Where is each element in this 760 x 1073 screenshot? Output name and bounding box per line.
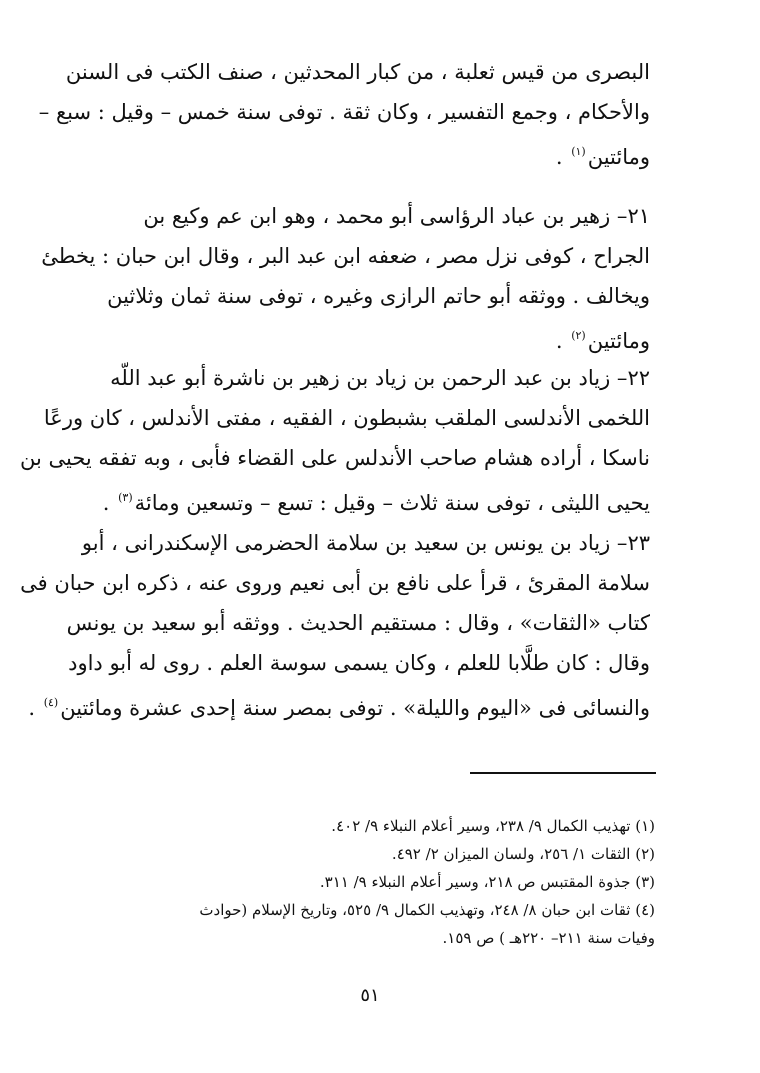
entry-line: ٢٣– زياد بن يونس بن سعيد بن سلامة الحضرمى الإسكندرانى ، أبو (81, 531, 650, 555)
entry-22 (20, 358, 650, 518)
footnote: (٢) الثقات ١/ ٢٥٦، ولسان الميزان ٢/ ٤٩٢. (391, 845, 655, 863)
footnote: وفيات سنة ٢١١– ٢٢٠هـ ) ص ١٥٩. (442, 929, 655, 947)
entry-line: الجراح ، كوفى نزل مصر ، ضعفه ابن عبد البر ، وقال ابن حبان : يخطئ (41, 244, 650, 268)
entry-continuation (38, 52, 650, 172)
entry-line: البصرى من قيس ثعلبة ، من كبار المحدثين ، صنف الكتب فى السنن (65, 60, 650, 84)
end-punctuation: . (28, 696, 35, 720)
entry-23 (20, 523, 650, 723)
entry-line-text: ومائتين (587, 145, 650, 169)
entry-line: اللخمى الأندلسى الملقب بشبطون ، الفقيه ، مفتى الأندلس ، كان ورعًا (43, 406, 650, 430)
entry-last-line (110, 132, 650, 172)
footnote: (٤) ثقات ابن حبان ٨/ ٢٤٨، وتهذيب الكمال ٩/ ٥٢٥، وتاريخ الإسلام (حوادث (199, 901, 655, 919)
footnote: (٣) جذوة المقتبس ص ٢١٨، وسير أعلام النبلاء ٩/ ٣١١. (319, 873, 655, 891)
entry-line: كتاب «الثقات» ، وقال : مستقيم الحديث . ووثقه أبو سعيد بن يونس (66, 611, 650, 635)
end-punctuation: . (555, 329, 563, 353)
entry-line: ٢٢– زياد بن عبد الرحمن بن زياد بن زهير بن ناشرة أبو عبد اللّه (110, 366, 650, 390)
entry-21 (41, 196, 650, 356)
entry-line: ناسكا ، أراده هشام صاحب الأندلس على القضاء فأبى ، وبه تفقه يحيى بن (20, 446, 650, 470)
footnote-ref: (٢) (571, 329, 586, 342)
entry-last-line (110, 316, 650, 356)
footnote: (١) تهذيب الكمال ٩/ ٢٣٨، وسير أعلام النبلاء ٩/ ٤٠٢. (331, 817, 655, 835)
footnote-divider (470, 772, 656, 774)
end-punctuation: . (102, 491, 110, 515)
footnote-ref: (٤) (43, 696, 59, 709)
footnote-ref: (١) (571, 145, 586, 158)
entry-line: ويخالف . ووثقه أبو حاتم الرازى وغيره ، توفى سنة ثمان وثلاثين (107, 284, 650, 308)
entry-line-text: ومائتين (587, 329, 650, 353)
entry-line: والأحكام ، وجمع التفسير ، وكان ثقة . توفى سنة خمس – وقيل : سبع – (38, 100, 650, 124)
entry-line: سلامة المقرئ ، قرأ على نافع بن أبى نعيم وروى عنه ، ذكره ابن حبان فى (20, 571, 650, 595)
end-punctuation: . (555, 145, 563, 169)
entry-line: ٢١– زهير بن عباد الرؤاسى أبو محمد ، وهو ابن عم وكيع بن (143, 204, 650, 228)
page-number: ٥١ (360, 985, 380, 1006)
entry-last-line (28, 683, 650, 723)
footnote-ref: (٣) (118, 491, 133, 504)
entry-last-line (102, 478, 650, 518)
footnotes (110, 812, 655, 952)
entry-line-text: والنسائى فى «اليوم والليلة» . توفى بمصر سنة إحدى عشرة ومائتين (60, 696, 650, 720)
entry-line-text: يحيى الليثى ، توفى سنة ثلاث – وقيل : تسع – وتسعين ومائة (134, 491, 650, 515)
entry-line: وقال : كان طلَّابا للعلم ، وكان يسمى سوسة العلم . روى له أبو داود (68, 651, 650, 675)
